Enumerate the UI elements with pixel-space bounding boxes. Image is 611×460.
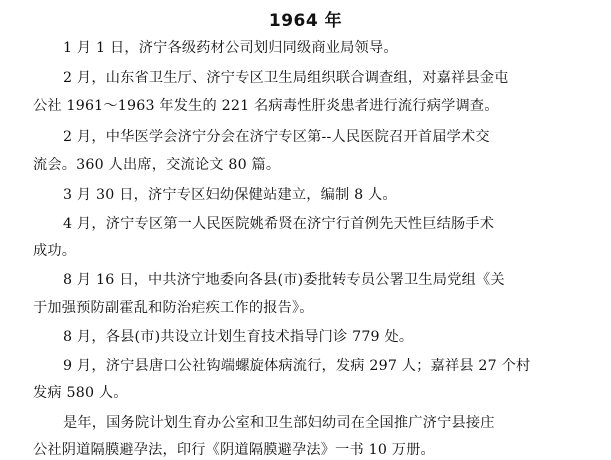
entry-line: 于加强预防副霍乱和防治疟疾工作的报告》。 bbox=[33, 300, 314, 316]
entry-line: 公社 1961～1963 年发生的 221 名病毒性肝炎患者进行流行病学调查。 bbox=[33, 98, 499, 114]
entry-line: 4 月，济宁专区第一人民医院姚希贤在济宁行首例先天性巨结肠手术 bbox=[63, 216, 495, 232]
entry-line: 8 月 16 日，中共济宁地委向各县(市)委批转专员公署卫生局党组《关 bbox=[63, 272, 505, 288]
entry-line: 成功。 bbox=[33, 243, 77, 259]
entry-line: 3 月 30 日，济宁专区妇幼保健站建立，编制 8 人。 bbox=[63, 187, 397, 203]
entry-line: 是年，国务院计划生育办公室和卫生部妇幼司在全国推广济宁县接庄 bbox=[63, 415, 495, 431]
entry-line: 公社阴道隔膜避孕法，印行《阴道隔膜避孕法》一书 10 万册。 bbox=[33, 442, 435, 458]
entry-line: 2 月，中华医学会济宁分会在济宁专区第--人民医院召开首届学术交 bbox=[63, 129, 490, 145]
entry-line: 9 月，济宁县唐口公社钩端螺旋体病流行，发病 297 人；嘉祥县 27 个村 bbox=[63, 358, 531, 374]
entry-line: 流会。360 人出席，交流论文 80 篇。 bbox=[33, 157, 281, 173]
entry-line: 2 月，山东省卫生厅、济宁专区卫生局组织联合调查组，对嘉祥县金屯 bbox=[63, 70, 509, 86]
entry-line: 8 月，各县(市)共设立计划生育技术指导门诊 779 处。 bbox=[63, 329, 414, 345]
page-title: 1964 年 bbox=[268, 11, 343, 31]
entry-line: 发病 580 人。 bbox=[33, 385, 128, 401]
entry-line: 1 月 1 日，济宁各级药材公司划归同级商业局领导。 bbox=[63, 40, 398, 56]
